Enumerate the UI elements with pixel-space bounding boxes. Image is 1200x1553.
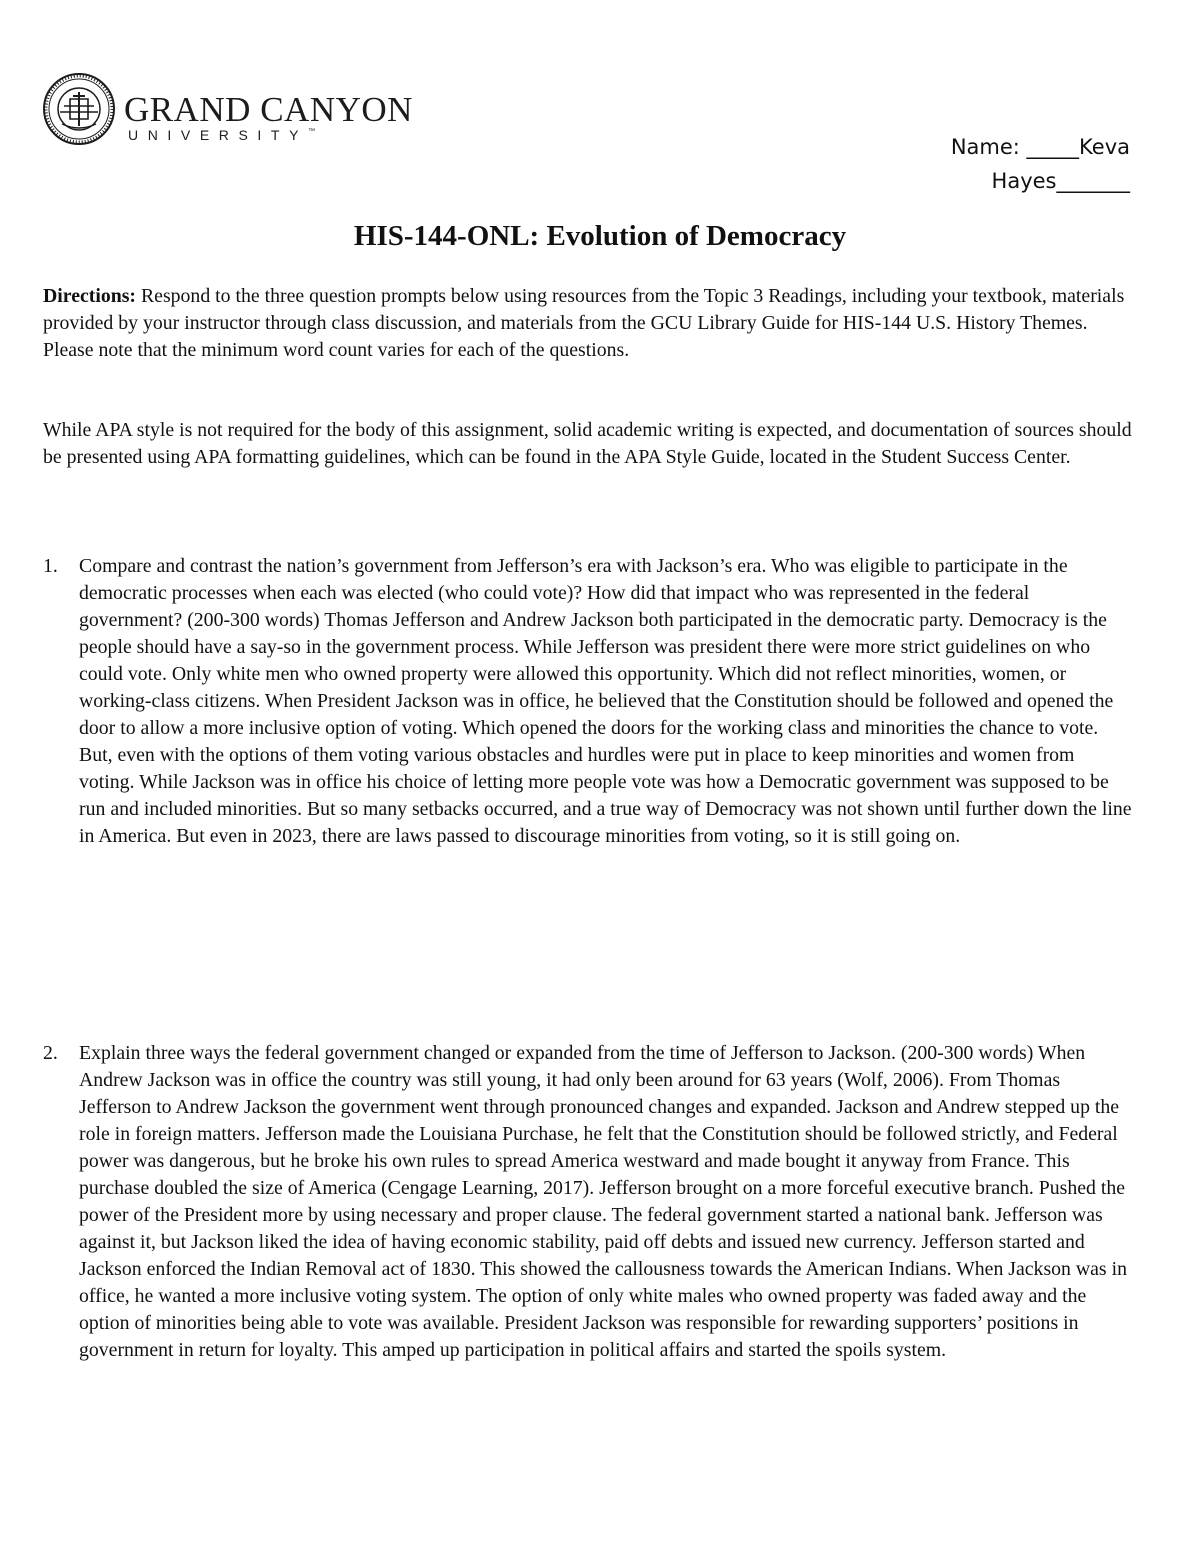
- name-value-part1: _____Keva: [1019, 135, 1130, 159]
- directions-text: Respond to the three question prompts below using resources from the Topic 3 Readings, including your textbook, materials provided by your instructor through class discussion, and materials from the GCU Library Guide for HIS-144 U.S. History Themes. Please note that the minimum word count varies for each of the questions.: [43, 285, 1125, 361]
- document-title: HIS-144-ONL: Evolution of Democracy: [353, 220, 847, 252]
- question-number: 2.: [43, 1042, 58, 1064]
- directions-label: Directions:: [43, 285, 137, 307]
- directions-paragraph: [43, 283, 1133, 364]
- question-text: Explain three ways the federal government changed or expanded from the time of Jefferson to Jackson. (200-300 words) When Andrew Jackson was in office the country was still young, it had only been around for 63 years (Wolf, 2006). From Thomas Jefferson to Andrew Jackson the government went through pronounced changes and expanded. Jackson and Andrew stepped up the role in foreign matters. Jefferson made the Louisiana Purchase, he felt that the Constitution should be followed strictly, and Federal power was dangerous, but he broke his own rules to spread America westward and made bought it anyway from France. This purchase doubled the size of America (Cengage Learning, 2017). Jefferson brought on a more forceful executive branch. Pushed the power of the President more by using necessary and proper clause. The federal government started a national bank. Jefferson was against it, but Jackson liked the idea of having economic stability, paid off debts and issued new currency. Jefferson started and Jackson enforced the Indian Removal act of 1830. This showed the callousness towards the American Indians. When Jackson was in office, he wanted a more inclusive voting system. The option of only white males who owned property was faded away and the option of minorities being able to vote was available. President Jackson was responsible for rewarding supporters’ positions in government in return for loyalty. This amped up participation in political affairs and started the spoils system.: [79, 1042, 1127, 1361]
- apa-paragraph: While APA style is not required for the body of this assignment, solid academic writing is expected, and documentation of sources should be presented using APA formatting guidelines, which can be found in the APA Style Guide, located in the Student Success Center.: [43, 419, 1132, 468]
- university-seal-icon: [42, 72, 116, 146]
- question-item: [43, 553, 1133, 850]
- question-item: [43, 1040, 1133, 1364]
- university-logo: [42, 72, 413, 152]
- question-text: Compare and contrast the nation’s government from Jefferson’s era with Jackson’s era. Who was eligible to participate in the democratic processes when each was elected (who could vote)? How did that impact who was represented in the federal government? (200-300 words) Thomas Jefferson and Andrew Jackson both participated in the democratic party. Democracy is the people should have a say-so in the government process. While Jefferson was president there were more strict guidelines on who could vote. Only white men who owned property were allowed this opportunity. Which did not reflect minorities, women, or working-class citizens. When President Jackson was in office, he believed that the Constitution should be followed and opened the door to allow a more inclusive option of voting. Which opened the doors for the working class and minorities the chance to vote. But, even with the options of them voting various obstacles and hurdles were put in place to keep minorities and women from voting. While Jackson was in office his choice of letting more people vote was how a Democratic government was supposed to be run and included minorities. But so many setbacks occurred, and a true way of Democracy was not shown until further down the line in America. But even in 2023, there are laws passed to discourage minorities from voting, so it is still going on.: [79, 555, 1132, 847]
- logo-subtitle: UNIVERSITY™: [128, 127, 316, 143]
- name-label: Name:: [950, 135, 1020, 159]
- name-line-1: [870, 130, 1130, 164]
- student-name-block: [870, 130, 1130, 198]
- logo-title: GRAND CANYON: [124, 90, 413, 129]
- name-value-part2: Hayes_______: [991, 169, 1130, 193]
- question-number: 1.: [43, 555, 58, 577]
